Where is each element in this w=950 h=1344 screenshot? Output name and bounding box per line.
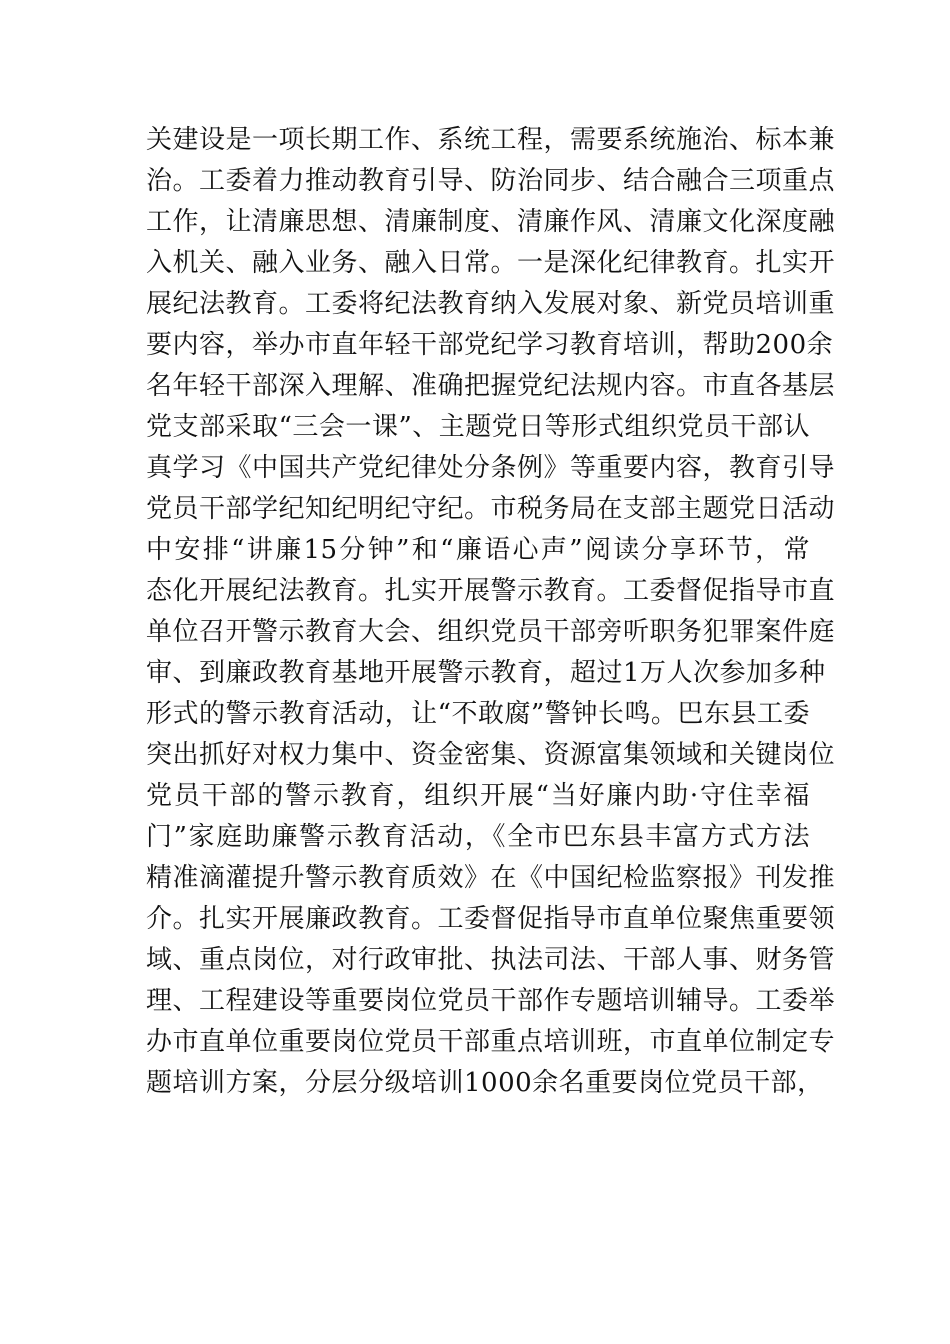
body-paragraph [146, 120, 836, 1104]
text-line-3: 工作，让清廉思想、清廉制度、清廉作风、清廉文化深度融 [146, 207, 836, 237]
text-line-4: 入机关、融入业务、融入日常。一是深化纪律教育。扎实开 [146, 248, 836, 278]
text-line-10: 党员干部学纪知纪明纪守纪。市税务局在支部主题党日活动 [146, 494, 836, 524]
text-line-21: 域、重点岗位，对行政审批、执法司法、干部人事、财务管 [146, 945, 836, 975]
text-line-17: 党员干部的警示教育，组织开展“当好廉内助·守住幸福 [146, 781, 810, 811]
text-line-7: 名年轻干部深入理解、准确把握党纪法规内容。市直各基层 [146, 371, 836, 401]
text-line-6: 要内容，举办市直年轻干部党纪学习教育培训，帮助200余 [146, 330, 834, 360]
text-line-12: 态化开展纪法教育。扎实开展警示教育。工委督促指导市直 [146, 576, 836, 606]
text-line-19: 精准滴灌提升警示教育质效》在《中国纪检监察报》刊发推 [146, 863, 836, 893]
text-line-11: 中安排“讲廉15分钟”和“廉语心声”阅读分享环节，常 [146, 535, 810, 565]
text-line-5: 展纪法教育。工委将纪法教育纳入发展对象、新党员培训重 [146, 289, 836, 319]
text-line-20: 介。扎实开展廉政教育。工委督促指导市直单位聚焦重要领 [146, 904, 836, 934]
text-line-24: 题培训方案，分层分级培训1000余名重要岗位党员干部， [146, 1068, 824, 1098]
text-line-13: 单位召开警示教育大会、组织党员干部旁听职务犯罪案件庭 [146, 617, 836, 647]
text-line-18: 门”家庭助廉警示教育活动，《全市巴东县丰富方式方法 [146, 822, 810, 852]
text-line-9: 真学习《中国共产党纪律处分条例》等重要内容，教育引导 [146, 453, 836, 483]
text-line-1: 关建设是一项长期工作、系统工程，需要系统施治、标本兼 [146, 125, 836, 155]
text-line-2: 治。工委着力推动教育引导、防治同步、结合融合三项重点 [146, 166, 836, 196]
text-line-16: 突出抓好对权力集中、资金密集、资源富集领域和关键岗位 [146, 740, 836, 770]
text-line-23: 办市直单位重要岗位党员干部重点培训班，市直单位制定专 [146, 1027, 836, 1057]
text-line-22: 理、工程建设等重要岗位党员干部作专题培训辅导。工委举 [146, 986, 836, 1016]
text-line-14: 审、到廉政教育基地开展警示教育，超过1万人次参加多种 [146, 658, 826, 688]
text-line-15: 形式的警示教育活动，让“不敢腐”警钟长鸣。巴东县工委 [146, 699, 810, 729]
text-line-8: 党支部采取“三会一课”、主题党日等形式组织党员干部认 [146, 412, 810, 442]
